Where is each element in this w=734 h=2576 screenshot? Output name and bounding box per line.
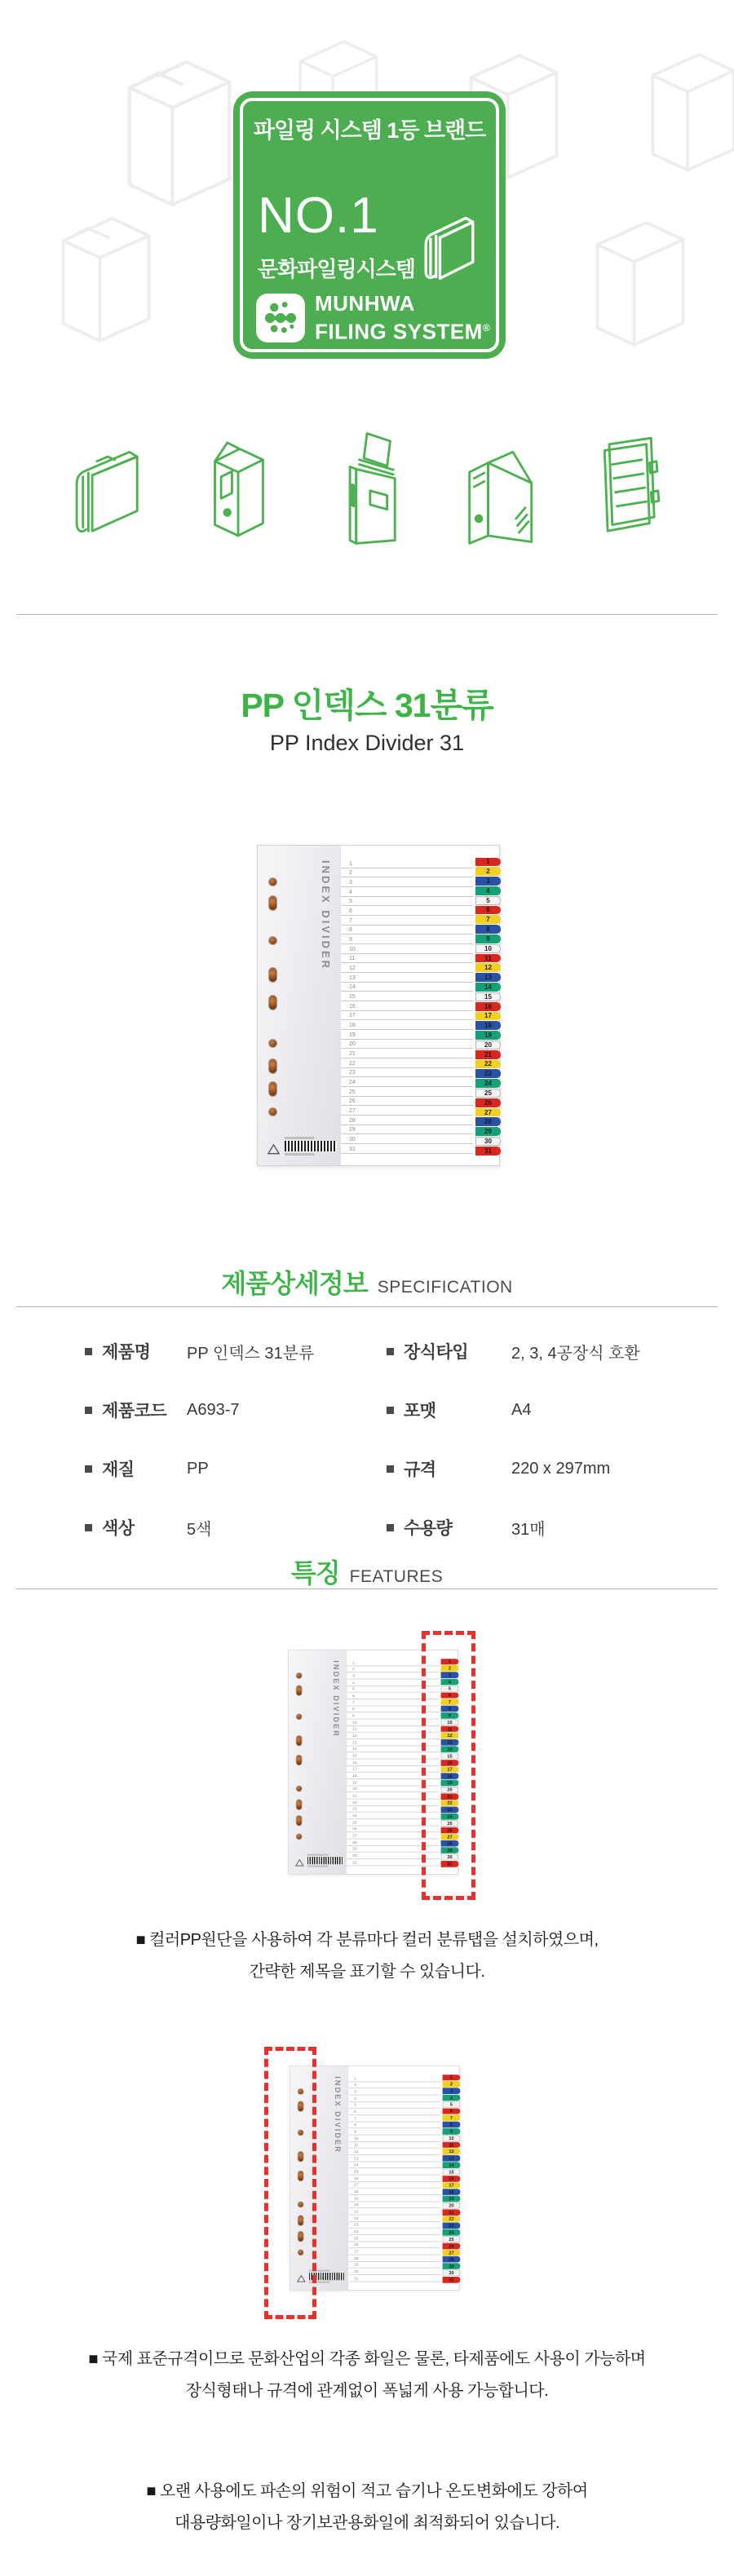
square-bullet xyxy=(85,1348,92,1355)
divider-row: 26 xyxy=(348,2242,440,2248)
divider-tab-red: 26 xyxy=(475,1098,501,1107)
punch-hole xyxy=(297,1834,302,1839)
divider-tab-blue: 28 xyxy=(443,2256,461,2263)
registered-mark: ® xyxy=(482,322,491,334)
divider-tab-green: 9 xyxy=(475,935,501,943)
bg-folder-icon xyxy=(37,204,175,351)
divider-row: 25 xyxy=(347,1819,439,1826)
feature-note-3 xyxy=(0,2476,734,2539)
divider-row: 14 xyxy=(348,2162,440,2168)
divider-tab-red: 16 xyxy=(441,1760,459,1766)
punch-hole xyxy=(297,1800,302,1809)
spec-label: 제품코드 xyxy=(102,1402,167,1421)
features-section-header xyxy=(0,1553,734,1590)
divider-row: 21 xyxy=(347,1792,439,1799)
divider-row: 25 xyxy=(341,1087,473,1097)
divider-tab-yellow: 17 xyxy=(475,1012,501,1021)
divider-row: 1 xyxy=(347,1659,439,1666)
divider-tab-green: 4 xyxy=(441,1679,459,1686)
badge-tagline: 파일링 시스템 1등 브랜드 xyxy=(253,118,486,143)
divider-tab-green: 29 xyxy=(441,1847,459,1854)
divider-row: 5 xyxy=(341,897,473,907)
divider-tab-red: 16 xyxy=(443,2176,461,2182)
divider-tab-green: 9 xyxy=(441,1712,459,1719)
note-line: ■ 컬러PP원단을 사용하여 각 분류마다 컬러 분류탭을 설치하였으며, xyxy=(135,1931,599,1949)
punch-hole xyxy=(269,1108,276,1116)
divider-row: 8 xyxy=(341,926,473,935)
divider-row: 2 xyxy=(341,868,473,878)
barcode-bars xyxy=(307,1857,344,1864)
divider-tab-blue: 23 xyxy=(441,1807,459,1814)
spec-label: 규격 xyxy=(404,1460,436,1479)
divider-row: 28 xyxy=(348,2255,440,2261)
divider-row: 9 xyxy=(348,2128,440,2135)
barcode-caption-line xyxy=(307,1866,337,1867)
divider-row: 10 xyxy=(341,944,473,954)
punch-hole xyxy=(269,1059,276,1073)
divider-row: 6 xyxy=(347,1693,439,1699)
divider-row: 22 xyxy=(348,2215,440,2221)
divider-row: 15 xyxy=(341,992,473,1001)
divider-row: 27 xyxy=(347,1832,439,1839)
punch-hole xyxy=(297,1686,302,1695)
divider-tab-green: 14 xyxy=(443,2162,461,2168)
divider-row: 20 xyxy=(348,2202,440,2208)
divider-tab-blue: 18 xyxy=(475,1021,501,1030)
spec-row-capacity xyxy=(387,1515,640,1540)
divider-row: 12 xyxy=(347,1733,439,1739)
features-heading-en: FEATURES xyxy=(349,1567,444,1586)
recycle-icon xyxy=(268,1143,280,1155)
divider-tab-green: 19 xyxy=(443,2196,461,2203)
divider-tab-green: 14 xyxy=(441,1746,459,1752)
divider-row: 30 xyxy=(348,2269,440,2275)
spec-value: 2, 3, 4공장식 호환 xyxy=(511,1344,640,1363)
divider-row: 23 xyxy=(348,2222,440,2229)
divider-row: 27 xyxy=(341,1106,473,1116)
punch-hole xyxy=(297,1673,302,1678)
divider-tab-white: 5 xyxy=(443,2101,461,2108)
spec-label: 재질 xyxy=(102,1460,135,1479)
divider-tab-green: 4 xyxy=(443,2095,461,2101)
divider-row: 20 xyxy=(341,1040,473,1049)
divider-tab-blue: 3 xyxy=(475,877,501,886)
divider-tab-yellow: 7 xyxy=(443,2114,461,2121)
recycle-icon xyxy=(295,1858,304,1867)
divider-row: 24 xyxy=(348,2229,440,2235)
divider-tab-white: 25 xyxy=(441,1820,459,1827)
divider-tab-yellow: 22 xyxy=(443,2216,461,2222)
divider-row: 15 xyxy=(347,1752,439,1759)
divider-tab-red: 26 xyxy=(443,2243,461,2250)
spec-column-left xyxy=(85,1339,314,1540)
divider-tab-white: 10 xyxy=(443,2135,461,2141)
divider-row: 16 xyxy=(341,1001,473,1011)
divider-tab-blue: 3 xyxy=(443,2088,461,2094)
spec-row-color xyxy=(85,1515,314,1540)
divider-tab-yellow: 2 xyxy=(443,2081,461,2088)
brand-logo-row xyxy=(256,291,490,344)
divider-row: 5 xyxy=(348,2102,440,2109)
divider-tab-red: 1 xyxy=(441,1659,459,1665)
index-divider-sheet xyxy=(257,845,500,1166)
lever-arch-binder-icon xyxy=(192,426,285,550)
divider-row: 7 xyxy=(341,916,473,926)
divider-tab-blue: 13 xyxy=(441,1739,459,1746)
divider-row: 3 xyxy=(348,2088,440,2095)
divider-tab-blue: 8 xyxy=(475,925,501,934)
divider-row: 16 xyxy=(348,2175,440,2181)
divider-tab-red: 16 xyxy=(475,1002,501,1011)
note-line: 대용량화일이나 장기보관용화일에 최적화되어 있습니다. xyxy=(175,2514,559,2532)
divider-row: 7 xyxy=(347,1699,439,1706)
square-bullet xyxy=(85,1465,92,1473)
spec-row-size xyxy=(387,1456,640,1481)
logo-line2: FILING SYSTEM xyxy=(315,320,483,344)
divider-tab-blue: 28 xyxy=(475,1117,501,1126)
divider-tab-red: 6 xyxy=(475,906,501,915)
divider-tab-blue: 18 xyxy=(443,2189,461,2195)
punch-hole xyxy=(269,1082,276,1096)
divider-row: 29 xyxy=(347,1846,439,1853)
divider-row: 12 xyxy=(341,963,473,973)
divider-tab-red: 21 xyxy=(475,1050,501,1059)
spec-label: 포맷 xyxy=(404,1402,436,1421)
divider-row: 19 xyxy=(347,1779,439,1786)
spec-label: 제품명 xyxy=(102,1343,151,1362)
product-title-ko: PP 인덱스 31분류 xyxy=(241,687,493,724)
divider-row: 22 xyxy=(347,1799,439,1805)
divider-rows xyxy=(341,859,473,1154)
divider-row: 31 xyxy=(341,1144,473,1154)
munhwa-logo-icon xyxy=(256,294,305,342)
divider-row: 29 xyxy=(341,1125,473,1135)
divider-row: 1 xyxy=(341,859,473,868)
divider-tab-yellow: 12 xyxy=(475,963,501,972)
divider-row: 16 xyxy=(347,1759,439,1765)
divider-tab-yellow: 2 xyxy=(475,867,501,876)
divider-tab-yellow: 17 xyxy=(443,2182,461,2189)
divider-row: 19 xyxy=(341,1030,473,1040)
divider-tab-red: 31 xyxy=(475,1147,501,1155)
spec-section-header xyxy=(0,1263,734,1301)
divider-tab-green: 14 xyxy=(475,983,501,992)
divider-tab-white: 15 xyxy=(475,992,501,1001)
divider-tab-white: 25 xyxy=(475,1089,501,1098)
barcode-caption-line xyxy=(285,1153,327,1155)
divider-row: 29 xyxy=(348,2262,440,2269)
spec-value: PP 인덱스 31분류 xyxy=(187,1344,315,1363)
divider-tab-red: 21 xyxy=(441,1793,459,1800)
divider-tab-blue: 23 xyxy=(443,2223,461,2229)
divider-row: 11 xyxy=(341,954,473,964)
divider-tab-white: 25 xyxy=(443,2236,461,2242)
divider-row: 4 xyxy=(347,1679,439,1686)
divider-tab-red: 31 xyxy=(441,1861,459,1867)
divider-row: 6 xyxy=(341,906,473,916)
divider-row: 15 xyxy=(348,2168,440,2175)
divider-row: 19 xyxy=(348,2195,440,2202)
divider-row: 9 xyxy=(347,1712,439,1719)
divider-tab-green: 29 xyxy=(475,1127,501,1136)
note-line: ■ 오랜 사용에도 파손의 위험이 적고 습기나 온도변화에도 강하여 xyxy=(146,2482,588,2500)
divider-row: 30 xyxy=(341,1134,473,1144)
divider-row: 1 xyxy=(348,2075,440,2082)
punch-hole xyxy=(269,996,276,1010)
divider-row: 4 xyxy=(348,2095,440,2101)
spec-label: 장식타입 xyxy=(404,1343,469,1362)
divider-row: 13 xyxy=(347,1739,439,1746)
divider-tab-green: 19 xyxy=(441,1780,459,1787)
spec-row-material xyxy=(85,1456,314,1481)
divider-row: 28 xyxy=(347,1839,439,1845)
spec-row-binding-type xyxy=(387,1339,640,1363)
divider-tab-green: 9 xyxy=(443,2128,461,2135)
divider-row: 17 xyxy=(348,2182,440,2189)
divider-tab-red: 11 xyxy=(475,954,501,963)
square-bullet xyxy=(387,1407,394,1414)
divider-tab-yellow: 22 xyxy=(441,1800,459,1806)
divider-row: 30 xyxy=(347,1853,439,1859)
spec-value: PP xyxy=(187,1459,209,1478)
punch-hole xyxy=(297,1736,302,1746)
divider-tabs xyxy=(475,857,501,1155)
divider-tab-yellow: 7 xyxy=(441,1699,459,1705)
divider-tab-red: 6 xyxy=(441,1692,459,1699)
badge-company-name: 문화파일링시스템 xyxy=(258,257,415,281)
punch-hole xyxy=(269,937,276,944)
punch-hole xyxy=(297,1714,302,1719)
bg-binder-icon xyxy=(571,208,710,355)
feature-note-1 xyxy=(0,1924,734,1988)
divider-tab-yellow: 7 xyxy=(475,915,501,924)
divider-tab-green: 24 xyxy=(475,1079,501,1088)
divider-tab-red: 1 xyxy=(475,858,501,867)
divider-tab-yellow: 22 xyxy=(475,1060,501,1069)
barcode xyxy=(268,1137,337,1155)
punch-hole xyxy=(269,1040,276,1047)
divider-tab-white: 5 xyxy=(441,1686,459,1692)
divider-row: 20 xyxy=(347,1786,439,1792)
barcode-caption-line xyxy=(285,1137,327,1139)
product-line-icons xyxy=(0,426,734,550)
divider-tab-green: 29 xyxy=(443,2263,461,2269)
divider-row: 17 xyxy=(341,1011,473,1021)
divider-line xyxy=(16,614,718,615)
divider-tabs xyxy=(443,2074,461,2283)
divider-vertical-label: INDEX DIVIDER xyxy=(331,1660,341,1738)
square-bullet xyxy=(85,1407,92,1414)
divider-row: 14 xyxy=(347,1746,439,1752)
square-bullet xyxy=(85,1524,92,1531)
product-title-en: PP Index Divider 31 xyxy=(269,731,465,755)
divider-tab-yellow: 17 xyxy=(441,1766,459,1773)
highlight-box-tabs xyxy=(422,1631,475,1900)
divider-row: 8 xyxy=(347,1706,439,1712)
divider-tab-yellow: 2 xyxy=(441,1665,459,1672)
divider-row: 14 xyxy=(341,983,473,992)
divider-row: 26 xyxy=(347,1826,439,1832)
divider-tab-white: 5 xyxy=(475,896,501,905)
divider-row: 6 xyxy=(348,2109,440,2115)
divider-line xyxy=(16,1306,718,1307)
divider-row: 31 xyxy=(348,2275,440,2282)
punch-hole xyxy=(269,968,276,982)
square-bullet xyxy=(387,1524,394,1531)
divider-row: 5 xyxy=(347,1686,439,1693)
punch-hole xyxy=(269,878,276,886)
divider-row: 10 xyxy=(348,2135,440,2141)
punch-hole xyxy=(297,1816,302,1826)
divider-tab-yellow: 27 xyxy=(475,1108,501,1117)
divider-tab-white: 20 xyxy=(475,1041,501,1049)
square-bullet xyxy=(387,1465,394,1473)
document-folder-icon xyxy=(63,426,156,550)
spec-column-right xyxy=(387,1339,640,1540)
note-line: ■ 국제 표준규격이므로 문화산업의 각종 화일은 물론, 타제품에도 사용이 가능하며 xyxy=(88,2350,646,2368)
divider-row: 12 xyxy=(348,2149,440,2155)
divider-tab-red: 21 xyxy=(443,2209,461,2216)
spec-label: 색상 xyxy=(102,1519,135,1538)
divider-row: 23 xyxy=(341,1068,473,1078)
divider-row: 23 xyxy=(347,1806,439,1813)
divider-row: 3 xyxy=(347,1672,439,1679)
divider-row: 25 xyxy=(348,2235,440,2242)
punch-hole xyxy=(297,1786,302,1791)
divider-tab-white: 10 xyxy=(475,944,501,953)
divider-tab-blue: 18 xyxy=(441,1773,459,1779)
note-line: 장식형태나 규격에 관계없이 폭넓게 사용 가능합니다. xyxy=(185,2382,549,2400)
divider-tab-blue: 8 xyxy=(443,2122,461,2128)
divider-tab-green: 19 xyxy=(475,1031,501,1040)
divider-row: 11 xyxy=(348,2142,440,2149)
divider-tab-white: 15 xyxy=(443,2169,461,2176)
divider-tab-white: 20 xyxy=(443,2203,461,2209)
divider-tab-blue: 23 xyxy=(475,1069,501,1078)
brand-logo-text xyxy=(315,291,490,344)
punch-hole xyxy=(297,1756,302,1765)
divider-tab-blue: 8 xyxy=(441,1706,459,1712)
barcode-caption-line xyxy=(307,1854,337,1856)
spec-value: A4 xyxy=(511,1400,532,1419)
spec-row-product-name xyxy=(85,1339,314,1363)
features-heading-ko: 특징 xyxy=(290,1558,340,1588)
spec-label: 수용량 xyxy=(404,1519,453,1538)
divider-row: 21 xyxy=(348,2208,440,2215)
divider-tab-yellow: 27 xyxy=(443,2250,461,2256)
barcode-bars xyxy=(285,1141,337,1151)
divider-row: 24 xyxy=(347,1813,439,1819)
divider-row: 2 xyxy=(347,1666,439,1672)
spec-value: 220 x 297mm xyxy=(511,1459,611,1478)
bg-binder-icon xyxy=(628,41,734,179)
divider-vertical-label: INDEX DIVIDER xyxy=(333,2076,343,2154)
spec-heading-ko: 제품상세정보 xyxy=(221,1269,368,1298)
divider-tab-red: 1 xyxy=(443,2074,461,2081)
divider-row: 7 xyxy=(348,2115,440,2122)
index-divider-icon xyxy=(578,426,671,550)
brand-badge xyxy=(233,91,506,359)
spec-value: 5색 xyxy=(187,1520,212,1539)
spec-row-format xyxy=(387,1398,640,1422)
divider-tab-white: 20 xyxy=(441,1787,459,1793)
logo-line1: MUNHWA xyxy=(315,291,415,316)
divider-row: 8 xyxy=(348,2122,440,2128)
feature-note-2 xyxy=(0,2344,734,2407)
badge-rank-text: NO.1 xyxy=(258,188,379,244)
divider-tab-white: 10 xyxy=(441,1719,459,1725)
square-bullet xyxy=(387,1348,394,1355)
divider-tab-green: 24 xyxy=(443,2229,461,2236)
divider-row: 17 xyxy=(347,1766,439,1773)
divider-row: 13 xyxy=(348,2155,440,2162)
divider-row: 18 xyxy=(347,1773,439,1779)
divider-tab-red: 11 xyxy=(441,1726,459,1733)
divider-tab-red: 26 xyxy=(441,1827,459,1834)
divider-rows xyxy=(348,2075,440,2282)
spec-value: 31매 xyxy=(511,1520,546,1539)
divider-row: 24 xyxy=(341,1077,473,1087)
divider-row: 4 xyxy=(341,887,473,897)
divider-row: 2 xyxy=(348,2082,440,2088)
divider-tab-green: 4 xyxy=(475,886,501,895)
divider-row: 11 xyxy=(347,1726,439,1733)
spec-heading-en: SPECIFICATION xyxy=(377,1278,513,1297)
divider-row: 26 xyxy=(341,1097,473,1107)
divider-tab-red: 11 xyxy=(443,2142,461,2149)
divider-row: 18 xyxy=(341,1020,473,1030)
divider-tab-yellow: 12 xyxy=(441,1733,459,1739)
divider-row: 21 xyxy=(341,1049,473,1058)
divider-tab-yellow: 12 xyxy=(443,2149,461,2155)
spec-value: A693-7 xyxy=(187,1400,240,1419)
magazine-file-icon xyxy=(449,426,542,550)
divider-row: 27 xyxy=(348,2248,440,2255)
divider-tab-blue: 3 xyxy=(441,1672,459,1678)
divider-row: 3 xyxy=(341,877,473,887)
divider-tab-red: 6 xyxy=(443,2108,461,2114)
divider-tab-red: 31 xyxy=(443,2277,461,2283)
divider-row: 10 xyxy=(347,1719,439,1725)
divider-row: 22 xyxy=(341,1058,473,1068)
divider-row: 28 xyxy=(341,1116,473,1125)
clear-file-icon xyxy=(321,426,413,550)
punch-hole xyxy=(269,896,276,910)
divider-vertical-label: INDEX DIVIDER xyxy=(320,860,332,971)
divider-tab-blue: 28 xyxy=(441,1840,459,1847)
folder-icon xyxy=(409,204,488,289)
divider-tab-white: 15 xyxy=(441,1753,459,1760)
note-line: 간략한 제목을 표기할 수 있습니다. xyxy=(249,1963,485,1981)
divider-row: 18 xyxy=(348,2189,440,2195)
divider-line xyxy=(16,1588,718,1589)
divider-tab-white: 30 xyxy=(443,2270,461,2277)
spec-row-product-code xyxy=(85,1398,314,1422)
divider-tab-white: 30 xyxy=(441,1854,459,1861)
divider-tab-white: 30 xyxy=(475,1137,501,1146)
divider-row: 13 xyxy=(341,973,473,983)
divider-tab-yellow: 27 xyxy=(441,1834,459,1840)
divider-tab-blue: 13 xyxy=(475,973,501,982)
divider-tab-green: 24 xyxy=(441,1814,459,1820)
highlight-box-holes xyxy=(264,2047,316,2319)
divider-row: 31 xyxy=(347,1859,439,1866)
divider-row: 9 xyxy=(341,935,473,944)
barcode xyxy=(295,1854,344,1867)
divider-tab-blue: 13 xyxy=(443,2155,461,2162)
